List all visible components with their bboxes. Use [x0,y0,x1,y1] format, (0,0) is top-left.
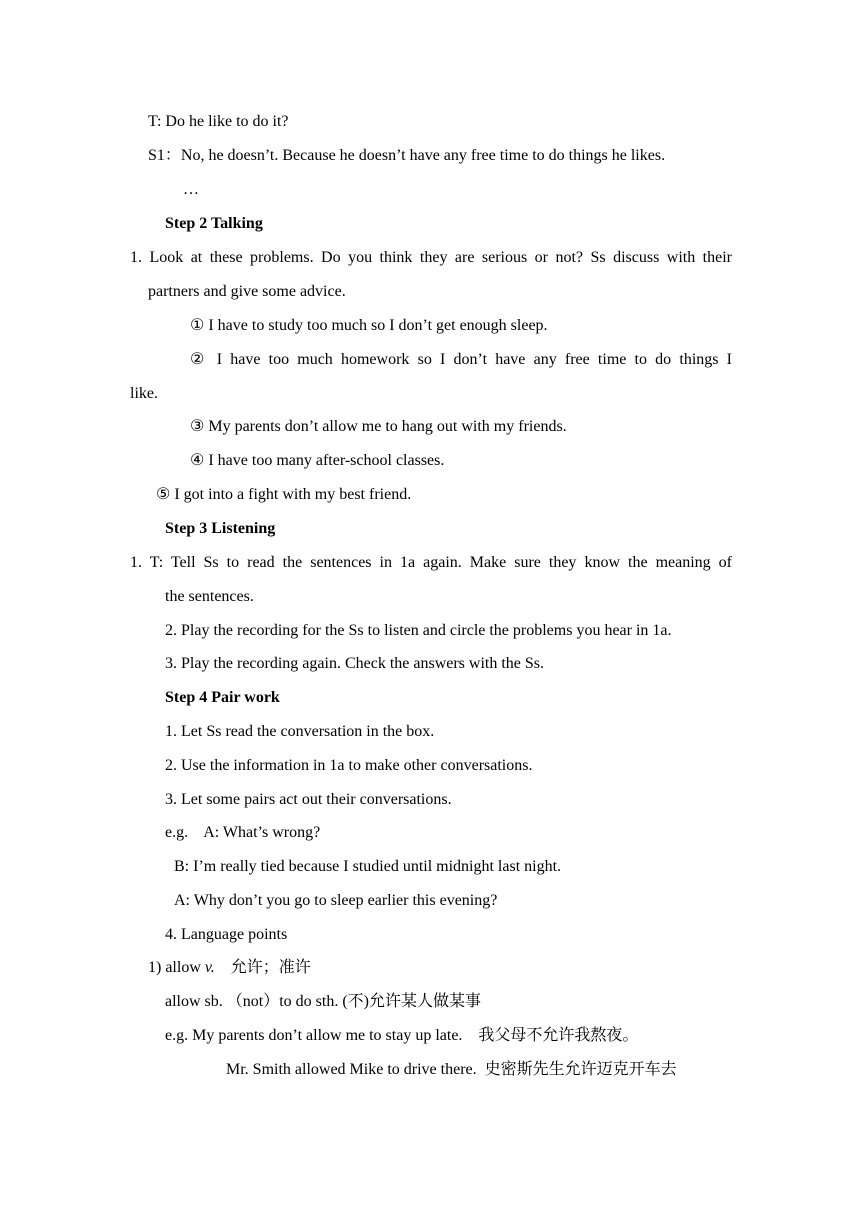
problem-item-4: ④ I have too many after-school classes. [190,452,445,469]
allow-meaning: 允许；准许 [214,959,311,976]
dialogue-teacher-line: T: Do he like to do it? [148,113,289,130]
step-3-item-3: 3. Play the recording again. Check the answers with the Ss. [165,655,545,672]
example-line-b: B: I’m really tied because I studied until midnight last night. [174,858,562,875]
example-line-a: e.g. A: What’s wrong? [165,824,321,841]
problem-item-2-cont: like. [130,385,158,402]
problem-item-5: ⑤ I got into a fight with my best friend. [156,486,412,503]
step-4-item-4: 4. Language points [165,926,288,943]
problem-item-2: ② I have too much homework so I don’t have any free time to do things I [190,351,732,368]
ellipsis-line: … [183,181,199,198]
step-4-item-1: 1. Let Ss read the conversation in the box. [165,723,435,740]
step-3-item-2: 2. Play the recording for the Ss to listen and circle the problems you hear in 1a. [165,622,672,639]
step-4-item-2: 2. Use the information in 1a to make other conversations. [165,757,533,774]
step-3-heading: Step 3 Listening [165,520,276,537]
allow-word: 1) allow [148,959,205,976]
step-4-heading: Step 4 Pair work [165,689,280,706]
step-2-heading: Step 2 Talking [165,215,263,232]
example-line-a2: A: Why don’t you go to sleep earlier this evening? [174,892,498,909]
allow-example-2: Mr. Smith allowed Mike to drive there. 史密斯先生允许迈克开车去 [226,1061,677,1078]
part-of-speech: v. [204,959,215,976]
problem-item-1: ① I have to study too much so I don’t get enough sleep. [190,317,548,334]
dialogue-student-line: S1：No, he doesn’t. Because he doesn’t have any free time to do things he likes. [148,147,666,164]
step-3-item-1: 1. T: Tell Ss to read the sentences in 1a again. Make sure they know the meaning of [130,554,732,571]
step-4-item-3: 3. Let some pairs act out their conversations. [165,791,452,808]
step-2-instruction-cont: partners and give some advice. [148,283,346,300]
step-2-instruction: 1. Look at these problems. Do you think they are serious or not? Ss discuss with their [130,249,732,266]
allow-usage: allow sb. （not）to do sth. (不)允许某人做某事 [165,993,481,1010]
language-point-allow [148,958,311,978]
allow-example-1: e.g. My parents don’t allow me to stay up late. 我父母不允许我熬夜。 [165,1027,639,1044]
step-3-item-1-cont: the sentences. [165,588,254,605]
problem-item-3: ③ My parents don’t allow me to hang out with my friends. [190,418,567,435]
